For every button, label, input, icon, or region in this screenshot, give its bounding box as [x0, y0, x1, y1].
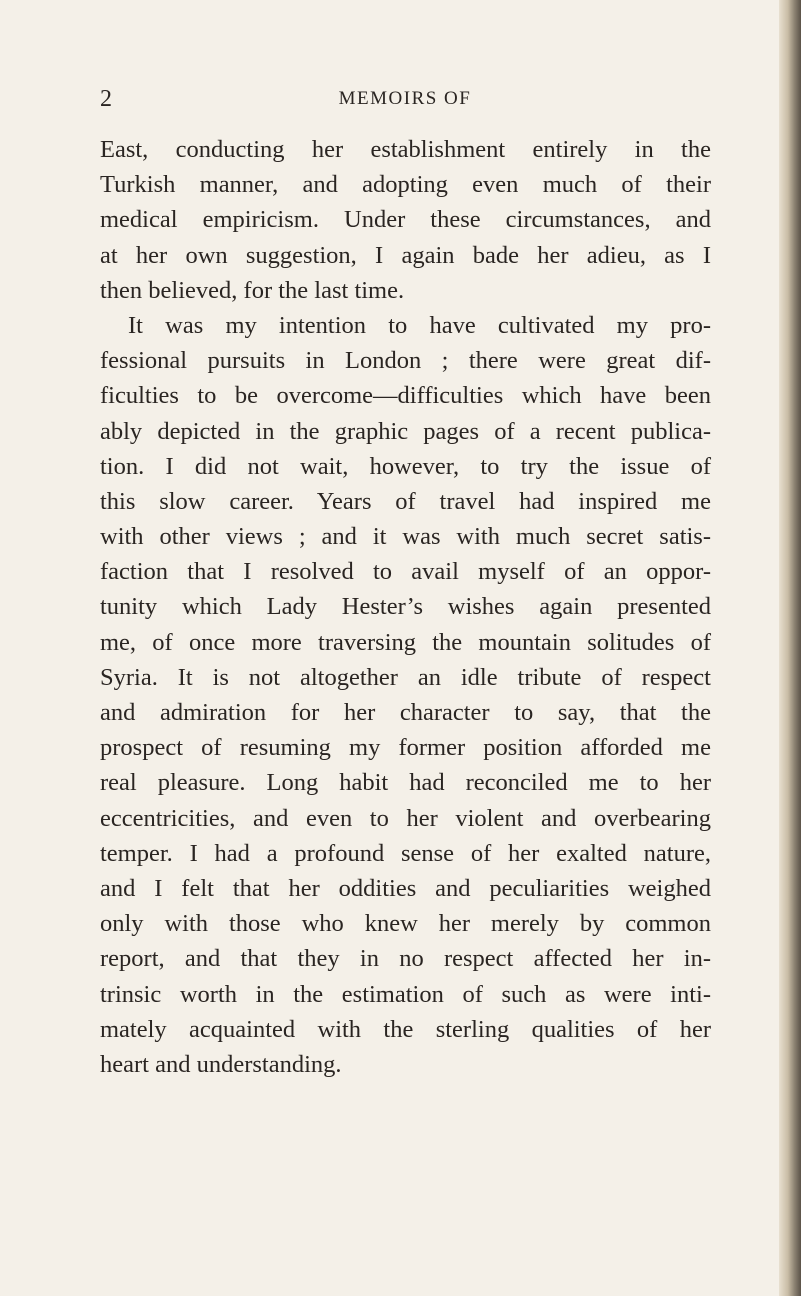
text-line: heart and understanding. [100, 1050, 342, 1078]
text-line: this slow career. Years of travel had inspired me [100, 487, 711, 515]
text-line: and admiration for her character to say, that the [100, 699, 711, 726]
text-line: medical empiricism. Under these circumstances, and [100, 206, 711, 234]
text-line: tion. I did not wait, however, to try the issue of [100, 452, 711, 480]
text-line: faction that I resolved to avail myself of an oppor- [100, 558, 711, 586]
text-line: and I felt that her oddities and peculiarities weighed [100, 874, 711, 902]
text-line: fessional pursuits in London ; there were great dif- [100, 347, 711, 375]
text-line: East, conducting her establishment entirely in the [100, 136, 711, 163]
text-line: at her own suggestion, I again bade her adieu, as I [100, 241, 711, 269]
text-line: tunity which Lady Hester’s wishes again presented [100, 593, 711, 621]
running-head: MEMOIRS OF [338, 88, 472, 109]
text-line: ficulties to be overcome—difficulties which have been [100, 382, 711, 410]
text-line: ably depicted in the graphic pages of a recent publica- [100, 417, 711, 445]
text-line: then believed, for the last time. [100, 276, 405, 304]
page-number: 2 [100, 86, 112, 112]
text-line: Syria. It is not altogether an idle tribute of respect [100, 663, 711, 691]
text-line: me, of once more traversing the mountain solitudes of [100, 628, 711, 656]
text-line: report, and that they in no respect affected her in- [100, 945, 711, 973]
body-text [100, 132, 711, 1082]
page-edge-shadow [779, 0, 801, 1296]
text-line: with other views ; and it was with much secret satis- [100, 523, 711, 551]
text-line: prospect of resuming my former position afforded me [100, 734, 711, 762]
text-line: mately acquainted with the sterling qualities of her [100, 1015, 711, 1043]
text-line: trinsic worth in the estimation of such as were inti- [100, 980, 711, 1008]
text-line: only with those who knew her merely by common [100, 910, 711, 938]
text-line: eccentricities, and even to her violent and overbearing [100, 804, 711, 832]
text-line: real pleasure. Long habit had reconciled me to her [100, 769, 711, 797]
text-line: temper. I had a profound sense of her exalted nature, [100, 839, 711, 867]
page-header [100, 86, 710, 116]
text-line: Turkish manner, and adopting even much of their [100, 171, 711, 199]
text-line: It was my intention to have cultivated my pro- [128, 311, 711, 339]
